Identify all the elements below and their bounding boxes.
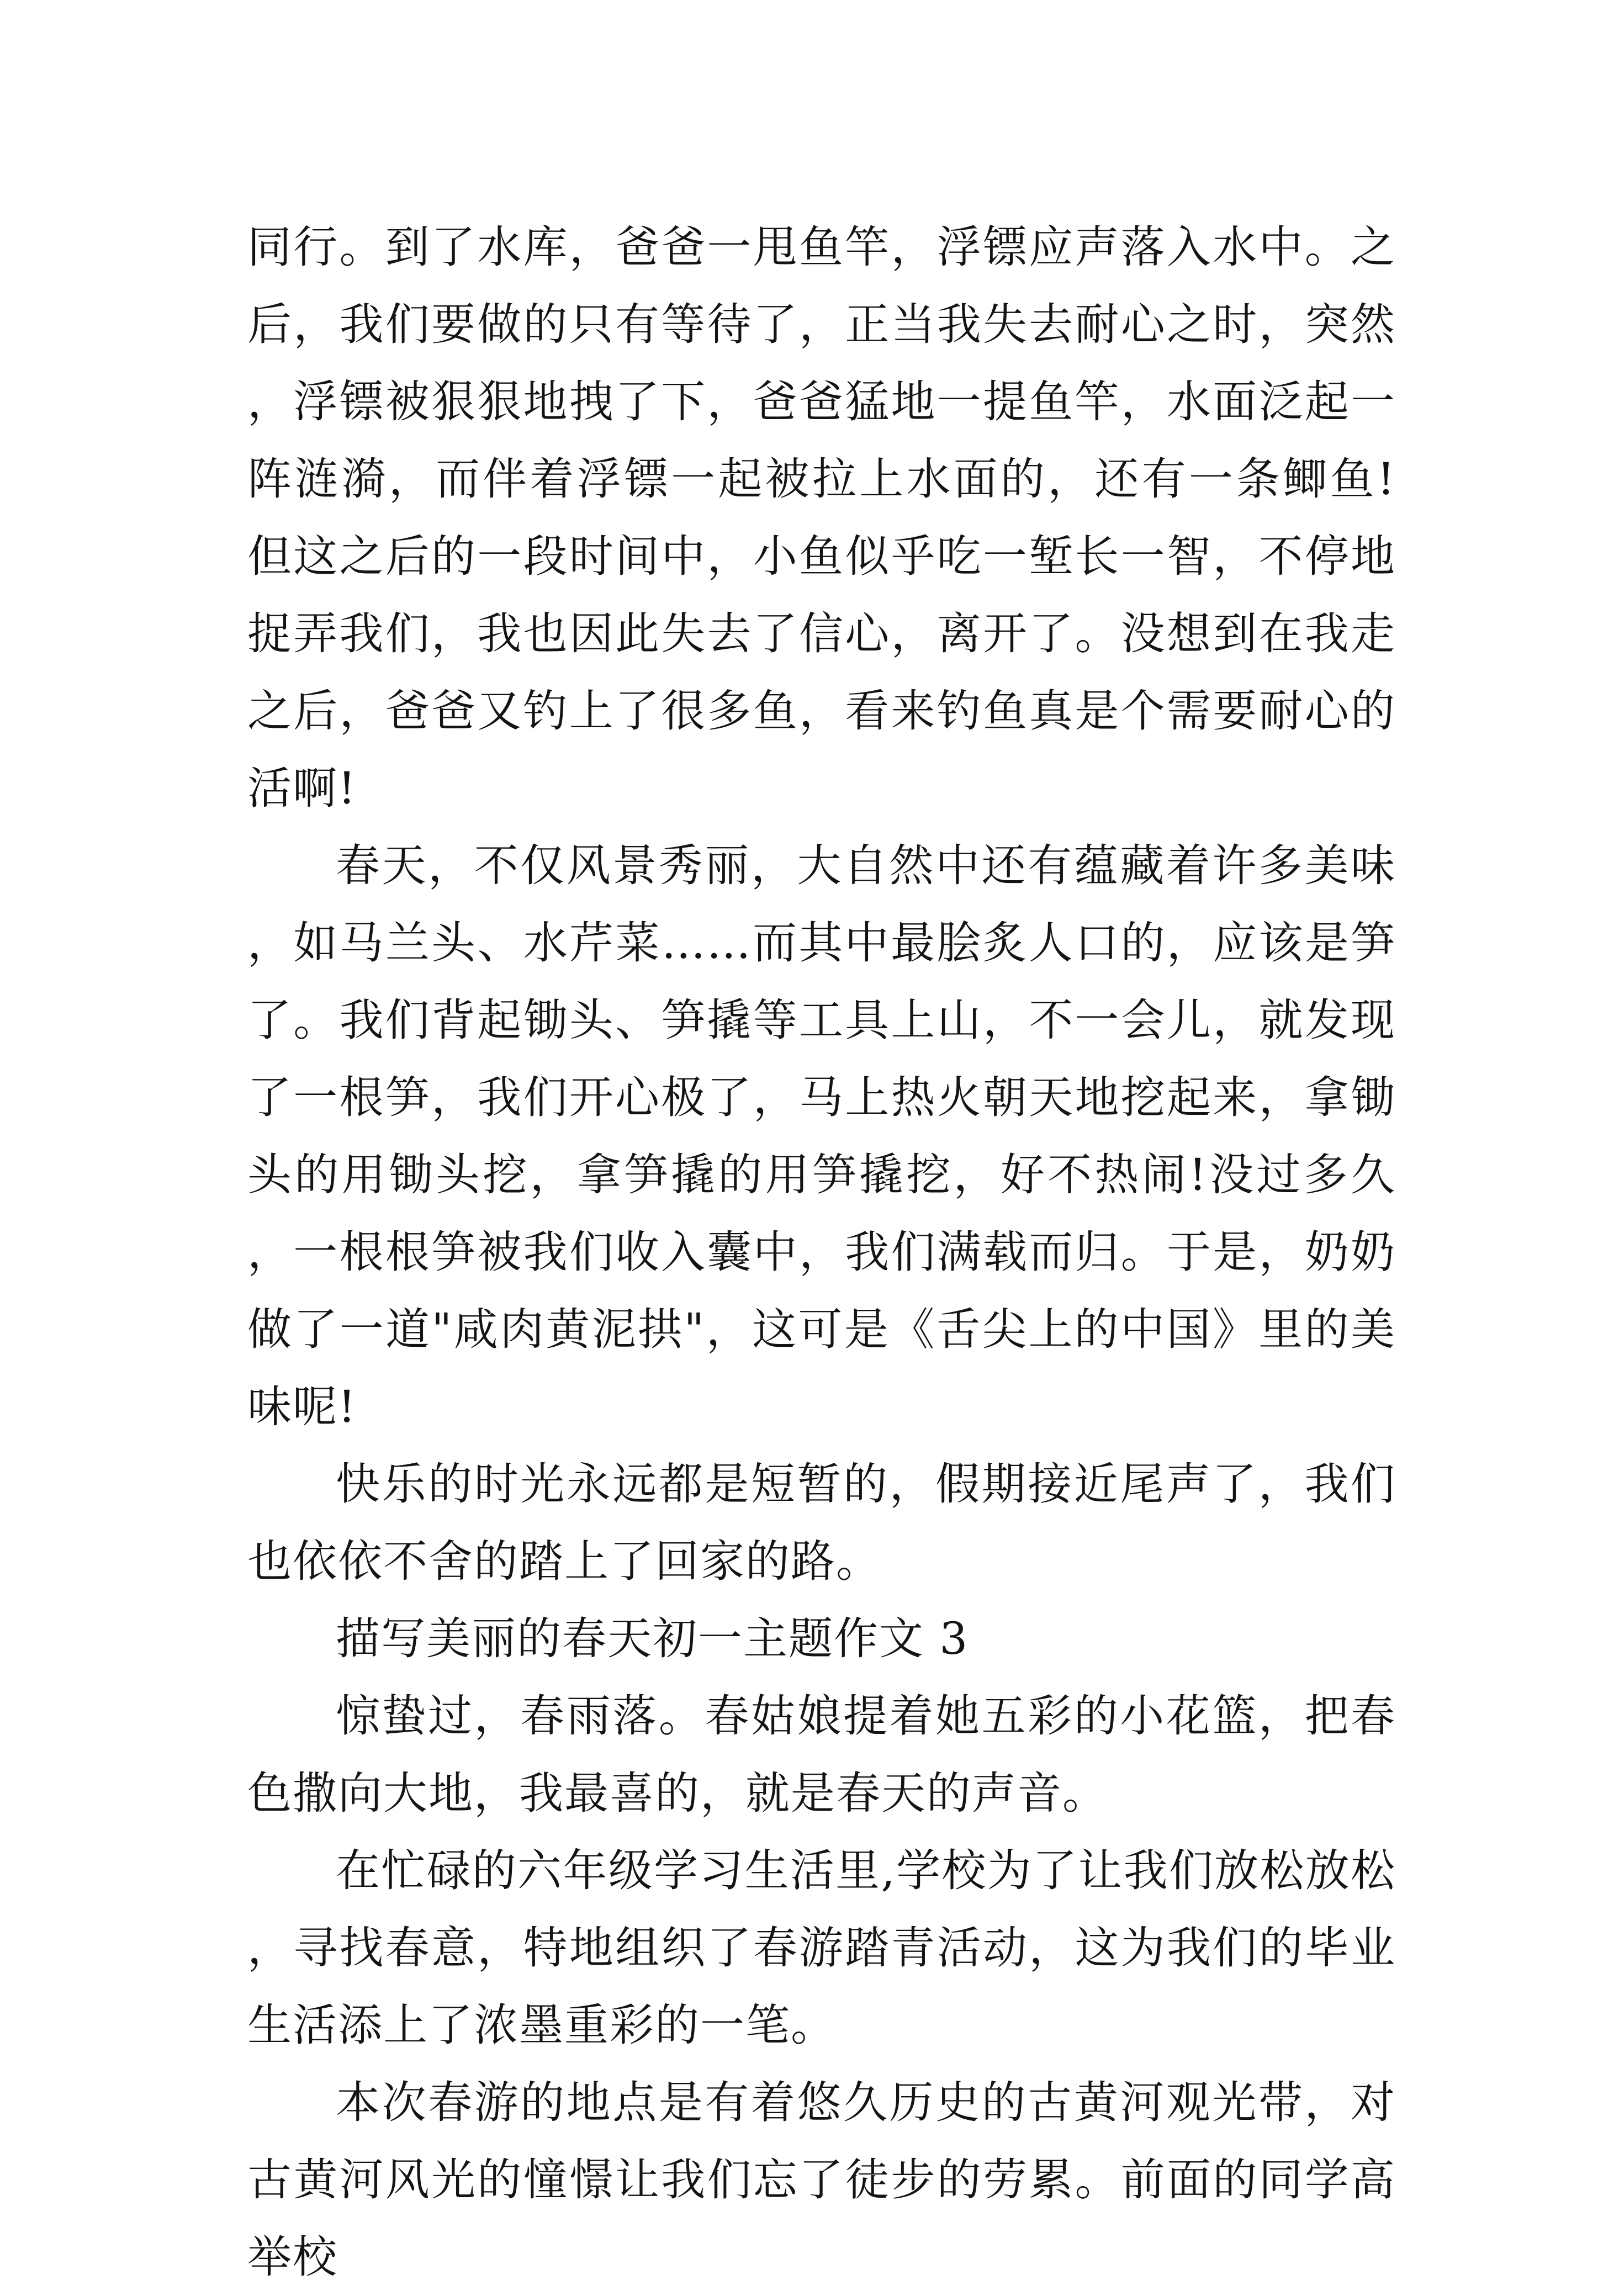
paragraph-3: 快乐的时光永远都是短暂的，假期接近尾声了，我们也依依不舍的踏上了回家的路。 bbox=[247, 1458, 1396, 1587]
paragraph-5: 在忙碌的六年级学习生活里,学校为了让我们放松放松，寻找春意，特地组织了春游踏青活动，这为我们的毕业生活添上了浓墨重彩的一笔。 bbox=[247, 1845, 1396, 2051]
section-heading: 描写美丽的春天初一主题作文 3 bbox=[336, 1613, 969, 1664]
paragraph-6: 本次春游的地点是有着悠久历史的古黄河观光带，对古黄河风光的憧憬让我们忘了徒步的劳累。前面的同学高举校 bbox=[247, 2077, 1396, 2283]
paragraph-4: 惊蛰过，春雨落。春姑娘提着她五彩的小花篮，把春色撒向大地，我最喜的，就是春天的声音。 bbox=[247, 1690, 1396, 1819]
document-body bbox=[247, 209, 1396, 2296]
paragraph-1: 同行。到了水库，爸爸一甩鱼竿，浮镖应声落入水中。之后，我们要做的只有等待了，正当我失去耐心之时，突然，浮镖被狠狠地拽了下，爸爸猛地一提鱼竿，水面泛起一阵涟漪，而伴着浮镖一起被拉上水面的，还有一条鲫鱼!但这之后的一段时间中，小鱼似乎吃一堑长一智，不停地捉弄我们，我也因此失去了信心，离开了。没想到在我走之后，爸爸又钓上了很多鱼，看来钓鱼真是个需要耐心的活啊! bbox=[247, 221, 1396, 814]
paragraph-2: 春天，不仅风景秀丽，大自然中还有蕴藏着许多美味，如马兰头、水芹菜……而其中最脍炙人口的，应该是笋了。我们背起锄头、笋撬等工具上山，不一会儿，就发现了一根笋，我们开心极了，马上热火朝天地挖起来，拿锄头的用锄头挖，拿笋撬的用笋撬挖，好不热闹!没过多久，一根根笋被我们收入囊中，我们满载而归。于是，奶奶做了一道"咸肉黄泥拱"，这可是《舌尖上的中国》里的美味呢! bbox=[247, 840, 1396, 1432]
